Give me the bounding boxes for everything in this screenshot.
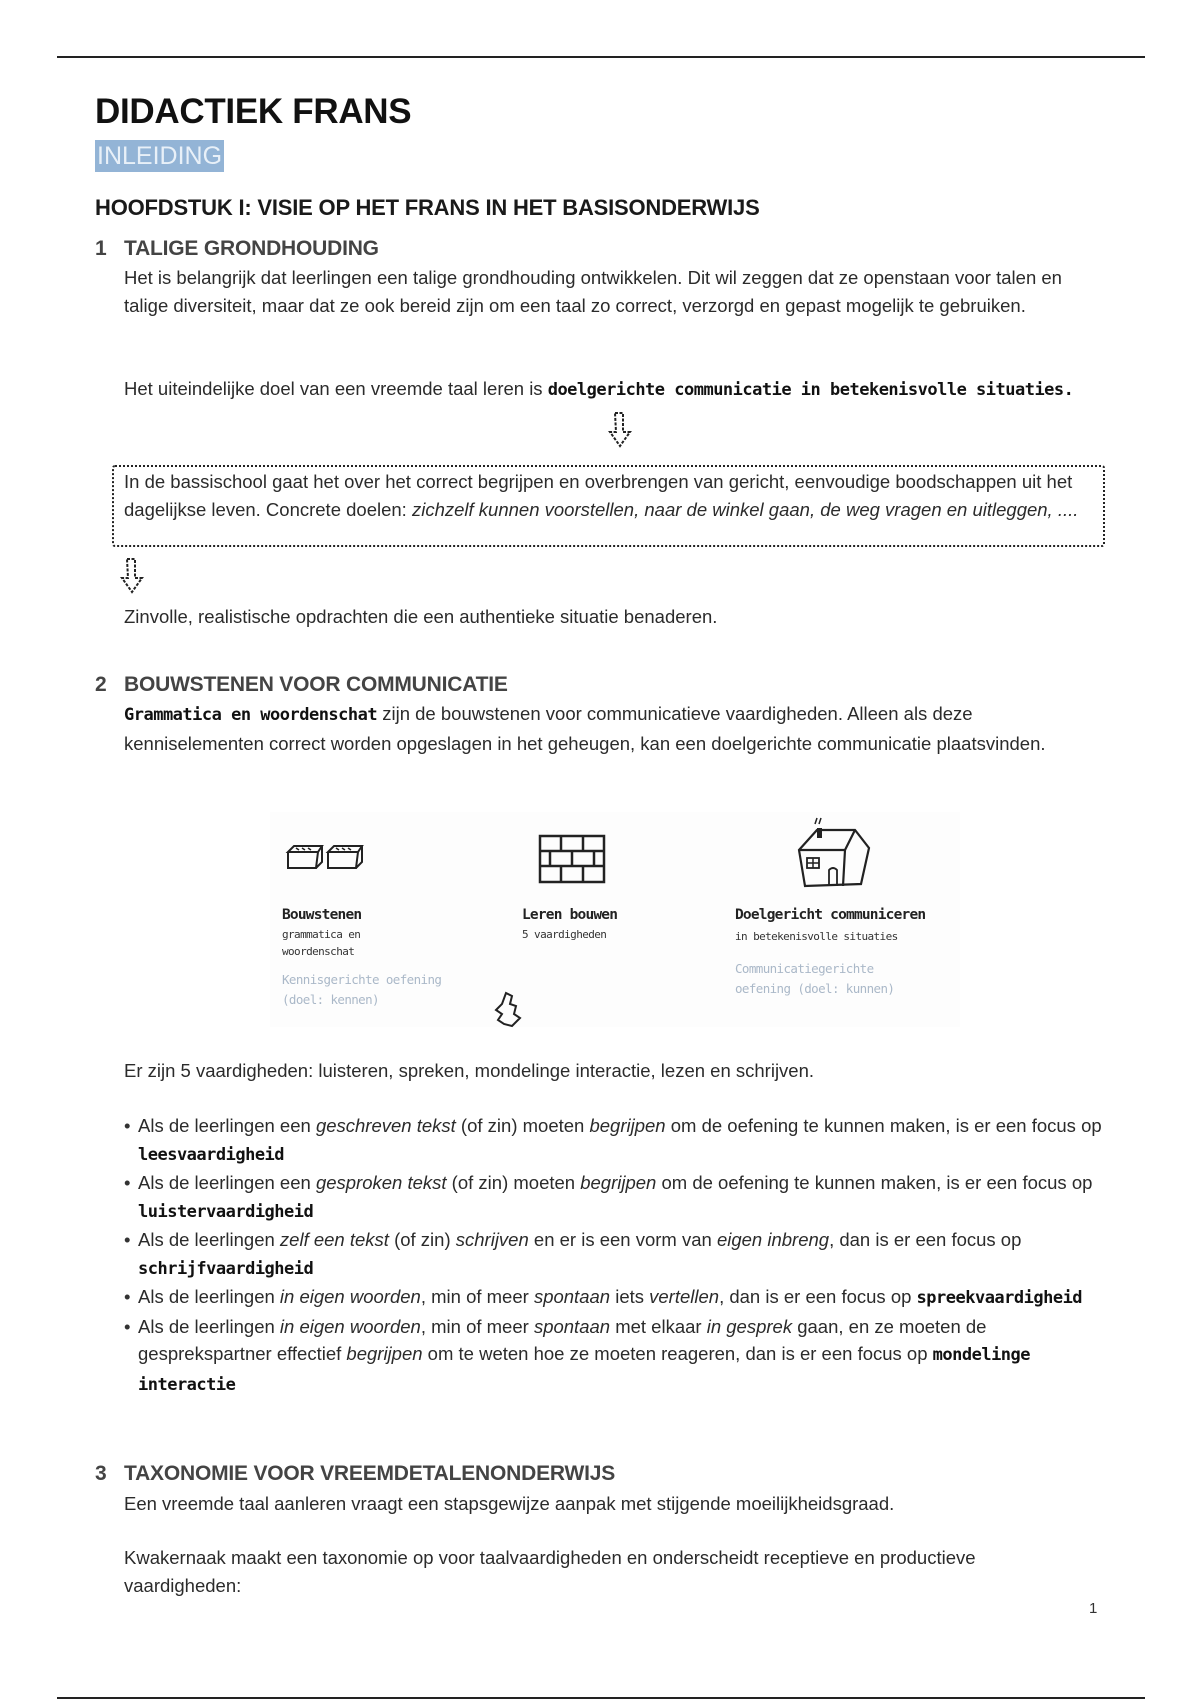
section-1-heading xyxy=(95,237,379,261)
skill-name: schrijfvaardigheid xyxy=(138,1258,314,1279)
italic-term: begrijpen xyxy=(346,1343,423,1364)
diagram-sublabel: in betekenisvolle situaties xyxy=(735,930,898,943)
section-3-paragraph-1: Een vreemde taal aanleren vraagt een stapsgewijze aanpak met stijgende moeilijkheidsgraad. xyxy=(124,1493,895,1514)
bullet-text: (of zin) moeten xyxy=(446,1172,581,1193)
diagram-note: Communicatiegerichte oefening (doel: kunnen) xyxy=(735,961,895,996)
bullet-text: (of zin) xyxy=(388,1229,456,1250)
section-title: TAXONOMIE VOOR VREEMDETALENONDERWIJS xyxy=(124,1462,616,1485)
goal-lead: Het uiteindelijke doel van een vreemde taal leren is xyxy=(124,378,548,399)
bottom-rule xyxy=(57,1697,1145,1699)
basisschool-goals-box xyxy=(112,465,1105,547)
italic-term: spontaan xyxy=(533,1315,611,1337)
top-rule xyxy=(57,56,1145,58)
bullet-text: Als de leerlingen xyxy=(138,1229,280,1250)
bullet-text: (of zin) moeten xyxy=(455,1115,590,1136)
skill-name: leesvaardigheid xyxy=(138,1144,285,1165)
chapter-heading: HOOFDSTUK I: VISIE OP HET FRANS IN HET BASISONDERWIJS xyxy=(95,195,760,220)
skill-bullet-item xyxy=(124,1313,1104,1400)
skill-bullet-item xyxy=(124,1169,1104,1226)
italic-term: schrijven xyxy=(455,1229,529,1250)
italic-term: vertellen xyxy=(649,1286,720,1307)
section-3-paragraph-2: Kwakernaak maakt een taxonomie op voor taalvaardigheden en onderscheidt receptieve en productieve vaardigheden: xyxy=(124,1547,976,1596)
building-blocks-diagram xyxy=(270,812,960,1027)
cursor-hand-icon xyxy=(492,990,526,1030)
subtitle-highlighted[interactable]: INLEIDING xyxy=(97,142,223,170)
bullet-text: , dan is er een focus op xyxy=(719,1286,917,1307)
section-number: 1 xyxy=(95,237,107,260)
skills-intro: Er zijn 5 vaardigheden: luisteren, spreken, mondelinge interactie, lezen en schrijven. xyxy=(124,1060,815,1081)
page-number: 1 xyxy=(1089,1600,1098,1617)
bullet-text: om de oefening te kunnen maken, is er een focus op xyxy=(656,1172,1093,1193)
house-icon xyxy=(795,814,875,892)
italic-term: zelf een tekst xyxy=(279,1229,389,1250)
box-italic-text: zichzelf kunnen voorstellen, naar de winkel gaan, de weg vragen en uitleggen, .... xyxy=(411,498,1079,520)
skills-bullet-list xyxy=(124,1112,1104,1399)
bullet-text: om de oefening te kunnen maken, is er een focus op xyxy=(665,1115,1102,1136)
bullet-text: Als de leerlingen een xyxy=(138,1115,316,1136)
skill-bullet-item xyxy=(124,1283,1104,1313)
bullet-text: Als de leerlingen xyxy=(138,1315,280,1337)
document-title: DIDACTIEK FRANS xyxy=(95,92,412,131)
box-text xyxy=(124,467,1093,523)
goal-paragraph xyxy=(124,375,1084,405)
section-2-paragraph-rest: zijn de bouwstenen voor communicatieve vaardigheden. Alleen als deze kenniselementen correct worden opgeslagen in het geheugen, kan een doelgerichte communicatie plaatsvinden. xyxy=(124,703,1046,754)
diagram-label: Bouwstenen xyxy=(282,907,362,923)
down-arrow-icon xyxy=(118,556,148,596)
italic-term: geschreven tekst xyxy=(315,1115,456,1136)
bullet-text: iets xyxy=(610,1286,650,1307)
skill-name: mondelinge interactie xyxy=(138,1345,1031,1395)
bullet-text: , min of meer xyxy=(420,1286,534,1307)
building-blocks-emphasis: Grammatica en woordenschat xyxy=(124,705,378,725)
diagram-sublabel: grammatica en woordenschat xyxy=(282,928,361,958)
box-plain-text: In de bassischool gaat het over het correct begrijpen en overbrengen van gericht, eenvoudige boodschappen uit het dagelijkse leven. Concrete doelen: xyxy=(124,471,1073,520)
section-number: 2 xyxy=(95,673,107,696)
italic-term: in eigen woorden xyxy=(279,1286,421,1307)
bricks-icon xyxy=(284,842,369,874)
italic-term: gesproken tekst xyxy=(315,1172,447,1193)
bullet-text: om te weten hoe ze moeten reageren, dan is er een focus op xyxy=(422,1343,933,1364)
section-title: TALIGE GRONDHOUDING xyxy=(124,237,379,260)
bullet-text: , min of meer xyxy=(420,1315,534,1337)
bullet-text: Als de leerlingen xyxy=(138,1286,280,1307)
italic-term: eigen inbreng xyxy=(716,1229,830,1250)
bullet-text: , dan is er een focus op xyxy=(829,1229,1022,1250)
bullet-text: Als de leerlingen een xyxy=(138,1172,316,1193)
skill-name: luistervaardigheid xyxy=(138,1201,314,1222)
diagram-label: Doelgericht communiceren xyxy=(735,907,926,923)
section-title: BOUWSTENEN VOOR COMMUNICATIE xyxy=(124,673,508,696)
skill-name: spreekvaardigheid xyxy=(916,1288,1083,1308)
section-number: 3 xyxy=(95,1462,107,1485)
italic-term: in eigen woorden xyxy=(279,1315,421,1337)
section-2-heading xyxy=(95,673,508,697)
bullet-text: met elkaar xyxy=(610,1315,707,1337)
section-3-heading xyxy=(95,1462,615,1486)
diagram-sublabel: 5 vaardigheden xyxy=(522,928,607,941)
bullet-text: en er is een vorm van xyxy=(528,1229,717,1250)
italic-term: begrijpen xyxy=(580,1172,657,1193)
down-arrow-icon xyxy=(606,410,636,450)
section-1-paragraph: Het is belangrijk dat leerlingen een talige grondhouding ontwikkelen. Dit wil zeggen dat ze openstaan voor talen en talige diversiteit, maar dat ze ook bereid zijn om een taal zo correct, verzorgd en gepast mogelijk te gebruiken. xyxy=(124,267,1062,316)
italic-term: in gesprek xyxy=(706,1315,793,1337)
italic-term: begrijpen xyxy=(589,1115,666,1136)
section-2-paragraph xyxy=(124,700,1084,757)
skill-bullet-item xyxy=(124,1112,1104,1169)
conclusion-text: Zinvolle, realistische opdrachten die een authentieke situatie benaderen. xyxy=(124,606,718,627)
skill-bullet-item xyxy=(124,1226,1104,1283)
italic-term: spontaan xyxy=(533,1286,611,1307)
bullet-text: gaan, en ze moeten de gesprekspartner effectief xyxy=(138,1315,987,1364)
diagram-label: Leren bouwen xyxy=(522,907,618,923)
goal-emphasis: doelgerichte communicatie in betekenisvolle situaties. xyxy=(547,380,1074,400)
wall-icon xyxy=(538,834,608,886)
diagram-note: Kennisgerichte oefening (doel: kennen) xyxy=(282,972,442,1007)
